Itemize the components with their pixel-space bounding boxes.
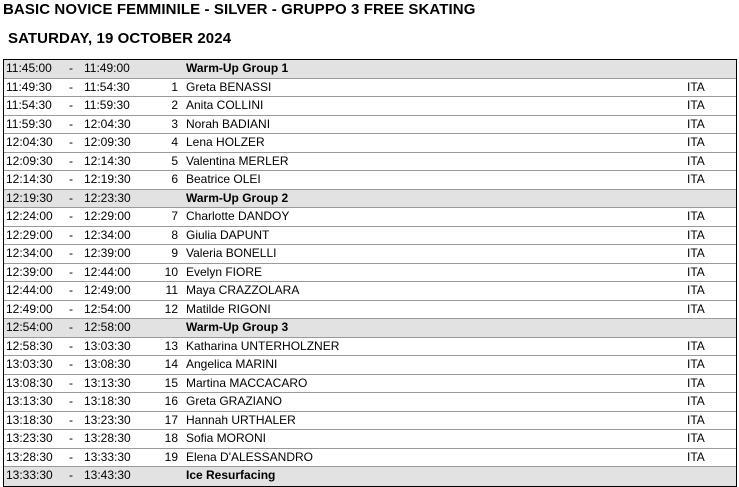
time-separator: - — [69, 301, 73, 316]
time-separator: - — [69, 172, 73, 186]
event-title: BASIC NOVICE FEMMINILE - SILVER - GRUPPO 3 FREE SKATING — [3, 1, 476, 18]
start-number: 14 — [164, 357, 178, 371]
skater-name: Charlotte DANDOY — [186, 209, 290, 223]
start-time: 12:44:00 — [6, 283, 53, 297]
nation-code: ITA — [687, 227, 705, 242]
nation-code: ITA — [687, 209, 705, 223]
time-separator: - — [69, 357, 73, 371]
nation-code: ITA — [687, 79, 705, 94]
start-number: 6 — [171, 172, 178, 186]
start-number: 13 — [164, 338, 178, 353]
time-separator: - — [69, 264, 73, 279]
start-time: 12:19:30 — [6, 190, 53, 205]
schedule-table — [3, 59, 737, 487]
start-time: 12:58:30 — [6, 338, 53, 353]
start-time: 11:54:30 — [6, 98, 52, 112]
skater-name: Norah BADIANI — [186, 116, 271, 131]
skater-row — [4, 356, 736, 375]
start-time: 13:28:30 — [6, 449, 53, 464]
time-separator: - — [69, 431, 73, 445]
nation-code: ITA — [687, 449, 705, 464]
skater-name: Anita COLLINI — [186, 98, 264, 112]
time-separator: - — [69, 153, 73, 168]
start-number: 17 — [164, 412, 178, 427]
start-time: 12:14:30 — [6, 172, 53, 186]
time-separator: - — [69, 209, 73, 223]
start-time: 11:45:00 — [6, 61, 52, 75]
nation-code: ITA — [687, 264, 705, 279]
skater-row — [4, 430, 736, 449]
start-time: 12:49:00 — [6, 301, 53, 316]
time-separator: - — [69, 98, 73, 112]
time-separator: - — [69, 338, 73, 353]
session-label: Ice Resurfacing — [186, 468, 276, 482]
end-time: 12:14:30 — [84, 153, 131, 168]
time-separator: - — [69, 79, 73, 94]
start-time: 11:59:30 — [6, 116, 52, 131]
skater-row — [4, 116, 736, 135]
end-time: 12:09:30 — [84, 135, 131, 149]
start-time: 12:24:00 — [6, 209, 53, 223]
start-number: 8 — [171, 227, 178, 242]
skater-name: Beatrice OLEI — [186, 172, 261, 186]
start-number: 9 — [171, 246, 178, 260]
skater-row — [4, 79, 736, 98]
time-separator: - — [69, 412, 73, 427]
time-separator: - — [69, 227, 73, 242]
session-label: Warm-Up Group 2 — [186, 190, 289, 205]
skater-row — [4, 301, 736, 320]
skater-name: Maya CRAZZOLARA — [186, 283, 300, 297]
start-time: 12:34:00 — [6, 246, 53, 260]
start-number: 15 — [164, 375, 178, 390]
nation-code: ITA — [687, 357, 705, 371]
end-time: 11:54:30 — [84, 79, 130, 94]
skater-name: Valeria BONELLI — [186, 246, 277, 260]
nation-code: ITA — [687, 153, 705, 168]
skater-row — [4, 134, 736, 153]
skater-row — [4, 338, 736, 357]
time-separator: - — [69, 468, 73, 482]
end-time: 13:33:30 — [84, 449, 131, 464]
nation-code: ITA — [687, 412, 705, 427]
skater-row — [4, 264, 736, 283]
start-time: 13:08:30 — [6, 375, 53, 390]
nation-code: ITA — [687, 116, 705, 131]
session-row — [4, 60, 736, 79]
nation-code: ITA — [687, 301, 705, 316]
nation-code: ITA — [687, 283, 705, 297]
end-time: 11:49:00 — [84, 61, 130, 75]
skater-name: Lena HOLZER — [186, 135, 265, 149]
start-time: 12:04:30 — [6, 135, 53, 149]
nation-code: ITA — [687, 246, 705, 260]
skater-name: Angelica MARINI — [186, 357, 278, 371]
session-row — [4, 467, 736, 486]
skater-name: Matilde RIGONI — [186, 301, 271, 316]
end-time: 13:08:30 — [84, 357, 131, 371]
start-number: 5 — [171, 153, 178, 168]
skater-name: Greta BENASSI — [186, 79, 272, 94]
skater-name: Sofia MORONI — [186, 431, 267, 445]
end-time: 12:39:00 — [84, 246, 131, 260]
start-number: 2 — [171, 98, 178, 112]
end-time: 13:18:30 — [84, 394, 131, 408]
skater-row — [4, 208, 736, 227]
time-separator: - — [69, 283, 73, 297]
time-separator: - — [69, 61, 73, 75]
start-time: 11:49:30 — [6, 79, 52, 94]
start-time: 13:33:30 — [6, 468, 53, 482]
end-time: 13:23:30 — [84, 412, 131, 427]
end-time: 12:54:00 — [84, 301, 131, 316]
end-time: 12:34:00 — [84, 227, 131, 242]
start-time: 12:54:00 — [6, 320, 53, 334]
start-number: 19 — [164, 449, 178, 464]
start-time: 12:39:00 — [6, 264, 53, 279]
skater-row — [4, 153, 736, 172]
end-time: 12:04:30 — [84, 116, 131, 131]
end-time: 12:29:00 — [84, 209, 131, 223]
time-separator: - — [69, 375, 73, 390]
time-separator: - — [69, 449, 73, 464]
start-number: 1 — [171, 79, 178, 94]
time-separator: - — [69, 320, 73, 334]
start-number: 16 — [164, 394, 178, 408]
event-date: SATURDAY, 19 OCTOBER 2024 — [8, 30, 232, 47]
start-number: 7 — [171, 209, 178, 223]
session-row — [4, 190, 736, 209]
time-separator: - — [69, 394, 73, 408]
skater-row — [4, 449, 736, 468]
start-time: 13:13:30 — [6, 394, 53, 408]
start-number: 10 — [164, 264, 178, 279]
nation-code: ITA — [687, 394, 705, 408]
end-time: 13:43:30 — [84, 468, 131, 482]
skater-name: Giulia DAPUNT — [186, 227, 270, 242]
skater-row — [4, 282, 736, 301]
nation-code: ITA — [687, 135, 705, 149]
skater-row — [4, 393, 736, 412]
skater-name: Hannah URTHALER — [186, 412, 296, 427]
nation-code: ITA — [687, 172, 705, 186]
nation-code: ITA — [687, 431, 705, 445]
skater-row — [4, 375, 736, 394]
end-time: 13:28:30 — [84, 431, 131, 445]
skater-name: Valentina MERLER — [186, 153, 289, 168]
skater-name: Evelyn FIORE — [186, 264, 263, 279]
nation-code: ITA — [687, 338, 705, 353]
skater-row — [4, 245, 736, 264]
end-time: 11:59:30 — [84, 98, 130, 112]
skater-name: Elena D'ALESSANDRO — [186, 449, 314, 464]
end-time: 12:44:00 — [84, 264, 131, 279]
session-row — [4, 319, 736, 338]
start-time: 13:23:30 — [6, 431, 53, 445]
skater-name: Martina MACCACARO — [186, 375, 308, 390]
start-number: 11 — [165, 283, 178, 297]
skater-row — [4, 412, 736, 431]
start-time: 12:29:00 — [6, 227, 53, 242]
skater-name: Katharina UNTERHOLZNER — [186, 338, 340, 353]
session-label: Warm-Up Group 1 — [186, 61, 289, 75]
time-separator: - — [69, 116, 73, 131]
time-separator: - — [69, 135, 73, 149]
start-time: 13:18:30 — [6, 412, 53, 427]
end-time: 12:19:30 — [84, 172, 131, 186]
end-time: 13:03:30 — [84, 338, 131, 353]
start-number: 12 — [164, 301, 178, 316]
nation-code: ITA — [687, 375, 705, 390]
skater-name: Greta GRAZIANO — [186, 394, 283, 408]
skater-row — [4, 227, 736, 246]
skater-row — [4, 97, 736, 116]
end-time: 12:23:30 — [84, 190, 131, 205]
end-time: 12:58:00 — [84, 320, 131, 334]
end-time: 12:49:00 — [84, 283, 131, 297]
start-number: 18 — [164, 431, 178, 445]
session-label: Warm-Up Group 3 — [186, 320, 289, 334]
start-number: 3 — [171, 116, 178, 131]
start-number: 4 — [171, 135, 178, 149]
skater-row — [4, 171, 736, 190]
nation-code: ITA — [687, 98, 705, 112]
start-time: 12:09:30 — [6, 153, 53, 168]
start-time: 13:03:30 — [6, 357, 53, 371]
time-separator: - — [69, 246, 73, 260]
time-separator: - — [69, 190, 73, 205]
end-time: 13:13:30 — [84, 375, 131, 390]
